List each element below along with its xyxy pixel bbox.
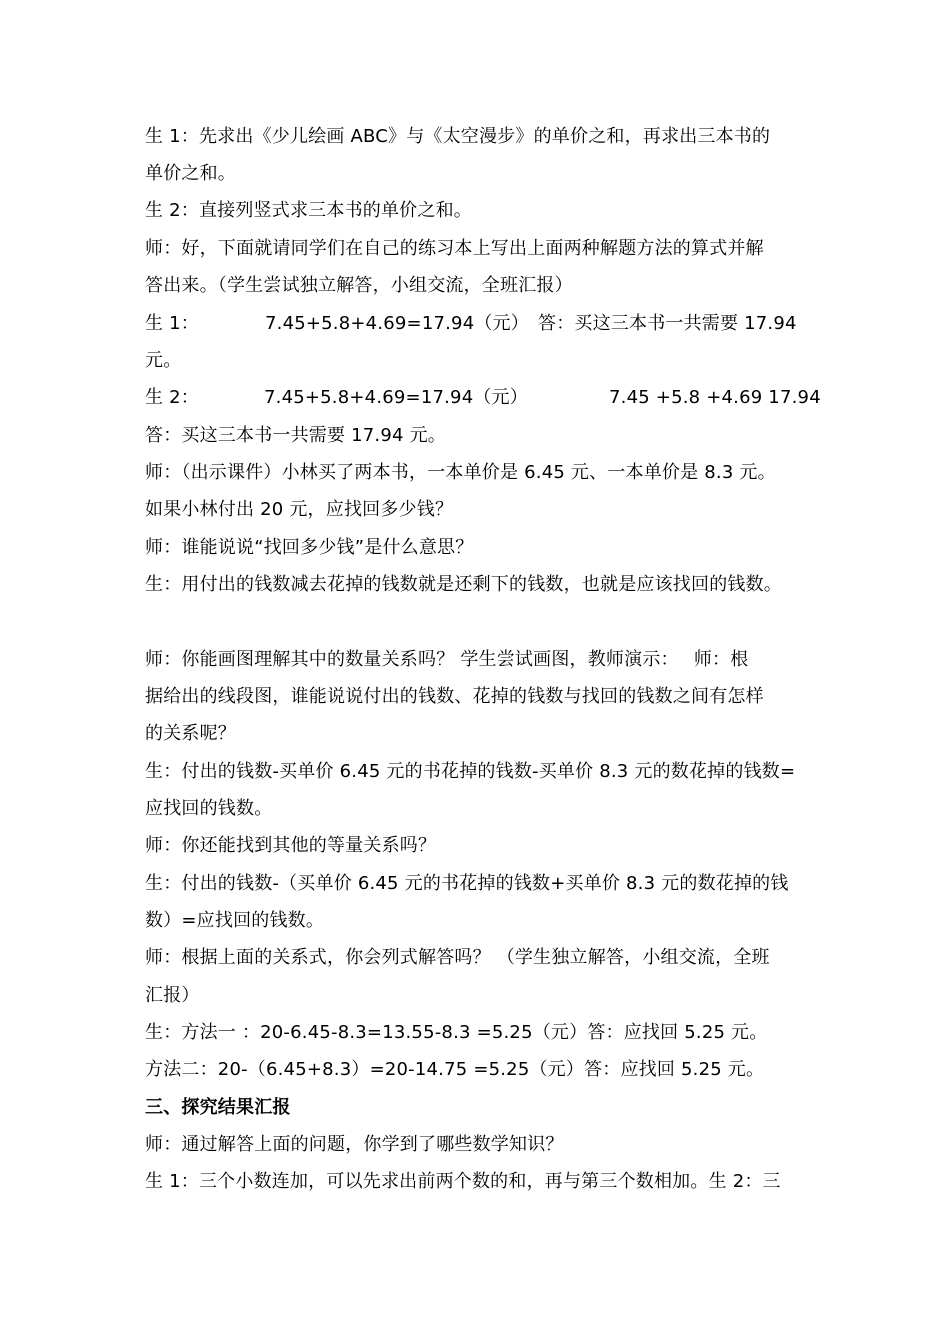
student1-equation: 7.45+5.8+4.69=17.94（元） — [265, 313, 529, 334]
paragraph-line: 方法二：20-（6.45+8.3）=20-14.75 =5.25（元）答：应找回 5.25 元。 — [145, 1059, 765, 1080]
vertical-calculation: 7.45 +5.8 +4.69 17.94 — [609, 387, 821, 408]
student1-answer: 答：买这三本书一共需要 17.94 — [538, 313, 797, 334]
paragraph-line: 如果小林付出 20 元，应找回多少钱？ — [145, 499, 454, 520]
paragraph-line: 答出来。（学生尝试独立解答，小组交流，全班汇报） — [145, 275, 573, 296]
paragraph-line: 单价之和。 — [145, 163, 236, 184]
student1-answer-row — [145, 312, 825, 336]
paragraph-line: 生：付出的钱数-（买单价 6.45 元的书花掉的钱数+买单价 8.3 元的数花掉的钱 — [145, 873, 789, 894]
paragraph-line: 师：你能画图理解其中的数量关系吗？ 学生尝试画图，教师演示： 师：根 — [145, 649, 749, 670]
paragraph-line: 师：好，下面就请同学们在自己的练习本上写出上面两种解题方法的算式并解 — [145, 238, 764, 259]
paragraph-line: 师：通过解答上面的问题，你学到了哪些数学知识？ — [145, 1134, 564, 1155]
paragraph-line: 的关系呢？ — [145, 723, 236, 744]
paragraph-line: 生 1：三个小数连加，可以先求出前两个数的和，再与第三个数相加。生 2：三 — [145, 1171, 781, 1192]
paragraph-line: 生：用付出的钱数减去花掉的钱数就是还剩下的钱数，也就是应该找回的钱数。 — [145, 574, 782, 595]
paragraph-line: 师：你还能找到其他的等量关系吗？ — [145, 835, 437, 856]
paragraph-line: 生 1：先求出《少儿绘画 ABC》与《太空漫步》的单价之和，再求出三本书的 — [145, 126, 771, 147]
paragraph-line: 师：谁能说说“找回多少钱”是什么意思？ — [145, 537, 474, 558]
paragraph-line: 应找回的钱数。 — [145, 798, 273, 819]
paragraph-line: 元。 — [145, 350, 182, 371]
student1-label: 生 1： — [145, 313, 199, 334]
section-heading: 三、探究结果汇报 — [145, 1097, 291, 1118]
paragraph-line: 生：方法一 ：20-6.45-8.3=13.55-8.3 =5.25（元）答：应找回 5.25 元。 — [145, 1022, 768, 1043]
student2-answer-row — [145, 386, 825, 410]
student2-label: 生 2： — [145, 387, 199, 408]
paragraph-line: 师：（出示课件）小林买了两本书，一本单价是 6.45 元、一本单价是 8.3 元。 — [145, 462, 776, 483]
paragraph-line: 汇报） — [145, 985, 200, 1006]
paragraph-line: 生：付出的钱数-买单价 6.45 元的书花掉的钱数-买单价 8.3 元的数花掉的钱数= — [145, 761, 796, 782]
paragraph-line: 生 2：直接列竖式求三本书的单价之和。 — [145, 200, 472, 221]
paragraph-line: 师：根据上面的关系式，你会列式解答吗？ （学生独立解答，小组交流，全班 — [145, 947, 770, 968]
paragraph-line: 数）=应找回的钱数。 — [145, 910, 325, 931]
paragraph-line: 据给出的线段图，谁能说说付出的钱数、花掉的钱数与找回的钱数之间有怎样 — [145, 686, 764, 707]
student2-equation: 7.45+5.8+4.69=17.94（元） — [264, 387, 528, 408]
paragraph-line: 答：买这三本书一共需要 17.94 元。 — [145, 425, 446, 446]
